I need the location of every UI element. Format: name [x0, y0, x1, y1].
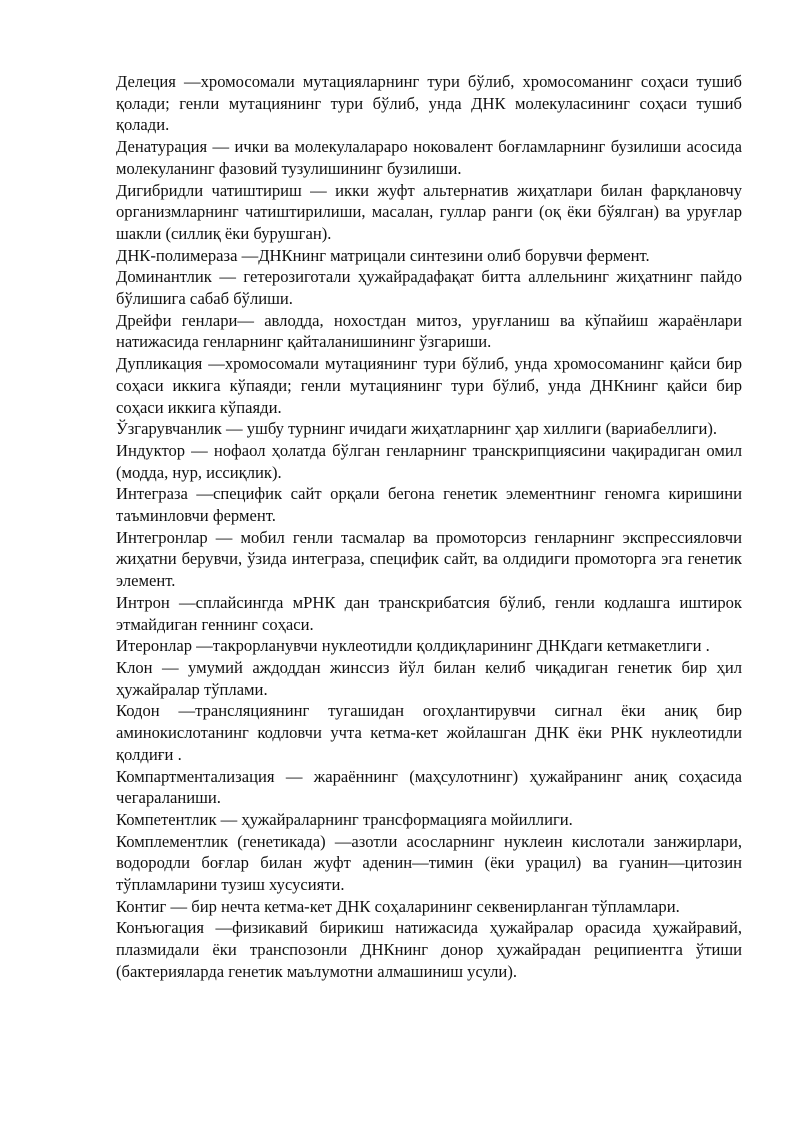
glossary-entry-deletion: Делеция —хромосомали мутацияларнинг тури бўлиб, хромосоманинг соҳаси тушиб қолади; генли мутациянинг тури бўлиб, унда ДНК молекуласининг соҳаси тушиб қолади.	[116, 72, 742, 135]
glossary-entry-gene-drift: Дрейфи генлари— авлодда, нохостдан митоз, уруғланиш ва кўпайиш жараёнлари натижасида генларнинг қайталанишининг ўзгариши.	[116, 310, 742, 352]
glossary-entry-compartmentalization: Компартментализация — жараённинг (маҳсулотнинг) ҳужайранинг аниқ соҳасида чегараланиши.	[116, 766, 742, 808]
glossary-entry-contig: Контиг — бир нечта кетма-кет ДНК соҳаларининг секвенирланган тўпламлари.	[116, 896, 680, 916]
glossary-entry-denaturation: Денатурация — ички ва молекулалараро ноковалент боғламларнинг бузилиши асосида молекуланинг фазовий тузулишининг бузилиши.	[116, 137, 742, 178]
glossary-entry-inductor: Индуктор — нофаол ҳолатда бўлган генларнинг транскрипциясини чақирадиган омил (модда, нур, иссиқлик).	[116, 440, 742, 482]
glossary-entry-codon: Кодон —трансляциянинг тугашидан огоҳлантирувчи сигнал ёки аниқ бир аминокислотанинг кодловчи учта кетма-кет жойлашган ДНК ёки РНК нуклеотидли қолдиғи .	[116, 701, 742, 764]
glossary-entry-intron: Интрон —сплайсингда мРНК дан транскрибатсия бўлиб, генли кодлашга иштирок этмайдиган геннинг соҳаси.	[116, 592, 742, 634]
glossary-entry-dihybrid-cross: Дигибридли чатиштириш — икки жуфт альтернатив жиҳатлари билан фарқлановчу организмларнинг чатиштирилиши, масалан, гуллар ранги (оқ ёки бўялган) ва уруғлар шакли (силлиқ ёки бурушган).	[116, 180, 742, 243]
glossary-entry-integrase: Интеграза —специфик сайт орқали бегона генетик элементнинг геномга киришини таъминловчи фермент.	[116, 484, 742, 526]
glossary-entry-clone: Клон — умумий аждоддан жинссиз йўл билан келиб чиқадиган генетик бир ҳил ҳужайралар тўплами.	[116, 657, 742, 699]
glossary-entry-variability: Ўзгарувчанлик — ушбу турнинг ичидаги жиҳатларнинг ҳар хиллиги (вариабеллиги).	[116, 419, 718, 439]
glossary-entry-integrons: Интегронлар — мобил генли тасмалар ва промоторсиз генларнинг экспрессияловчи жиҳатни берувчи, ўзида интеграза, специфик сайт, ва олдидиги промоторга эга генетик элемент.	[116, 527, 742, 591]
document-page	[116, 71, 742, 983]
glossary-entry-competence: Компетентлик — ҳужайраларнинг трансформацияга мойиллиги.	[116, 809, 573, 829]
glossary-entry-conjugation: Конъюгация —физикавий бирикиш натижасида ҳужайралар орасида ҳужайравий, плазмидали ёки транспозонли ДНКнинг донор ҳужайрадан реципиентга ўтиши (бактерияларда генетик маълумотни алмашиниш усули).	[116, 918, 742, 981]
glossary-entry-complementarity: Комплементлик (генетикада) —азотли асосларнинг нуклеин кислотали занжирлари, водородли боғлар билан жуфт аденин—тимин (ёки урацил) ва гуанин—цитозин тўпламларини тузиш хусусияти.	[116, 831, 742, 895]
glossary-entry-dna-polymerase: ДНК-полимераза —ДНКнинг матрицали синтезини олиб борувчи фермент.	[116, 245, 650, 265]
glossary-entry-dominance: Доминантлик — гетерозиготали ҳужайрадафақат битта аллельнинг жиҳатнинг пайдо бўлишига сабаб бўлиши.	[116, 267, 742, 309]
glossary-entry-iterons: Итеронлар —такрорланувчи нуклеотидли қолдиқларининг ДНКдаги кетмакетлиги .	[116, 636, 710, 656]
glossary-entry-duplication: Дупликация —хромосомали мутациянинг тури бўлиб, унда хромосоманинг қайси бир соҳаси иккига кўпаяди; генли мутациянинг тури бўлиб, унда ДНКнинг қайси бир соҳаси иккига кўпаяди.	[116, 354, 742, 417]
